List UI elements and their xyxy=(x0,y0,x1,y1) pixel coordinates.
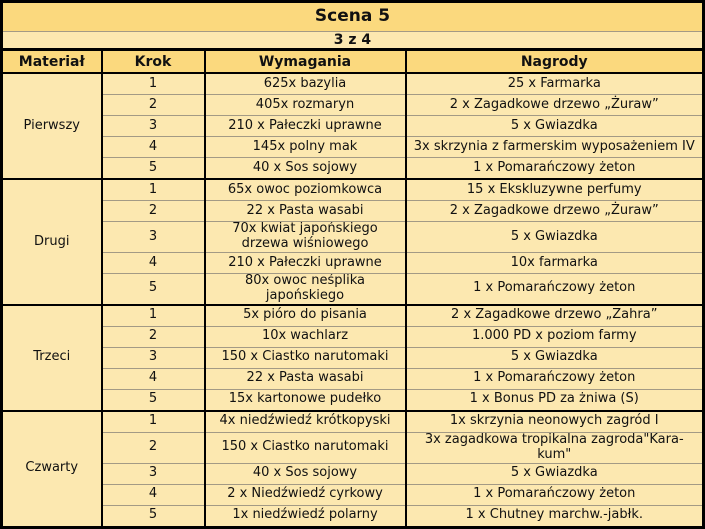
column-header-row xyxy=(2,50,704,74)
step-number: 4 xyxy=(102,484,205,505)
requirement-cell: 2 x Niedźwiedź cyrkowy xyxy=(205,484,406,505)
reward-cell: 1 x Chutney marchw.-jabłk. xyxy=(406,505,704,527)
step-number: 5 xyxy=(102,273,205,304)
step-number: 3 xyxy=(102,347,205,368)
reward-cell: 2 x Zagadkowe drzewo „Zahra” xyxy=(406,305,704,327)
step-number: 5 xyxy=(102,158,205,180)
requirement-cell: 210 x Pałeczki uprawne xyxy=(205,252,406,273)
step-number: 1 xyxy=(102,73,205,95)
table-row xyxy=(2,179,704,201)
reward-cell: 15 x Ekskluzywne perfumy xyxy=(406,179,704,201)
reward-cell: 1x skrzynia neonowych zagród I xyxy=(406,411,704,433)
material-name: Czwarty xyxy=(2,411,102,527)
reward-cell: 5 x Gwiazdka xyxy=(406,347,704,368)
column-header-rewards: Nagrody xyxy=(406,50,704,74)
material-name: Drugi xyxy=(2,179,102,305)
table-row xyxy=(2,95,704,116)
requirement-cell: 10x wachlarz xyxy=(205,326,406,347)
reward-cell: 1 x Pomarańczowy żeton xyxy=(406,158,704,180)
table-row xyxy=(2,273,704,304)
requirement-cell: 5x pióro do pisania xyxy=(205,305,406,327)
table-row xyxy=(2,463,704,484)
step-number: 5 xyxy=(102,505,205,527)
reward-cell: 25 x Farmarka xyxy=(406,73,704,95)
requirement-cell: 210 x Pałeczki uprawne xyxy=(205,116,406,137)
step-number: 4 xyxy=(102,252,205,273)
requirement-cell: 80x owoc neśplika japońskiego xyxy=(205,273,406,304)
table-row xyxy=(2,222,704,253)
group-drugi xyxy=(2,179,704,305)
column-header-requirements: Wymagania xyxy=(205,50,406,74)
requirement-cell: 625x bazylia xyxy=(205,73,406,95)
step-number: 3 xyxy=(102,116,205,137)
requirement-cell: 70x kwiat japońskiego drzewa wiśniowego xyxy=(205,222,406,253)
table-row xyxy=(2,201,704,222)
reward-cell: 1 x Pomarańczowy żeton xyxy=(406,484,704,505)
table-row xyxy=(2,347,704,368)
material-name: Pierwszy xyxy=(2,73,102,179)
reward-cell: 3x zagadkowa tropikalna zagroda"Kara-kum" xyxy=(406,432,704,463)
reward-cell: 5 x Gwiazdka xyxy=(406,222,704,253)
reward-cell: 10x farmarka xyxy=(406,252,704,273)
material-name: Trzeci xyxy=(2,305,102,411)
group-pierwszy xyxy=(2,73,704,179)
step-number: 3 xyxy=(102,463,205,484)
step-number: 2 xyxy=(102,201,205,222)
reward-cell: 1 x Pomarańczowy żeton xyxy=(406,368,704,389)
step-number: 1 xyxy=(102,411,205,433)
table-subtitle-row xyxy=(2,32,704,50)
table-row xyxy=(2,505,704,527)
reward-cell: 1 x Bonus PD za żniwa (S) xyxy=(406,389,704,411)
requirement-cell: 150 x Ciastko narutomaki xyxy=(205,347,406,368)
step-number: 2 xyxy=(102,432,205,463)
table-row xyxy=(2,116,704,137)
step-number: 4 xyxy=(102,137,205,158)
reward-cell: 5 x Gwiazdka xyxy=(406,463,704,484)
column-header-step: Krok xyxy=(102,50,205,74)
table-row xyxy=(2,432,704,463)
table-row xyxy=(2,411,704,433)
step-number: 5 xyxy=(102,389,205,411)
page-subtitle: 3 z 4 xyxy=(2,32,704,50)
requirement-cell: 405x rozmaryn xyxy=(205,95,406,116)
step-number: 1 xyxy=(102,179,205,201)
table-row xyxy=(2,252,704,273)
reward-cell: 2 x Zagadkowe drzewo „Żuraw” xyxy=(406,95,704,116)
column-header-material: Materiał xyxy=(2,50,102,74)
group-trzeci xyxy=(2,305,704,411)
page-title: Scena 5 xyxy=(2,2,704,32)
step-number: 2 xyxy=(102,95,205,116)
table-row xyxy=(2,73,704,95)
reward-cell: 3x skrzynia z farmerskim wyposażeniem IV xyxy=(406,137,704,158)
table-row xyxy=(2,484,704,505)
requirement-cell: 145x polny mak xyxy=(205,137,406,158)
reward-cell: 1 x Pomarańczowy żeton xyxy=(406,273,704,304)
table-row xyxy=(2,326,704,347)
table-row xyxy=(2,158,704,180)
step-number: 1 xyxy=(102,305,205,327)
reward-cell: 5 x Gwiazdka xyxy=(406,116,704,137)
step-number: 3 xyxy=(102,222,205,253)
reward-cell: 1.000 PD x poziom farmy xyxy=(406,326,704,347)
requirement-cell: 40 x Sos sojowy xyxy=(205,463,406,484)
table-row xyxy=(2,389,704,411)
reward-cell: 2 x Zagadkowe drzewo „Żuraw” xyxy=(406,201,704,222)
table-row xyxy=(2,137,704,158)
requirement-cell: 4x niedźwiedź krótkopyski xyxy=(205,411,406,433)
requirement-cell: 65x owoc poziomkowca xyxy=(205,179,406,201)
group-czwarty xyxy=(2,411,704,527)
step-number: 4 xyxy=(102,368,205,389)
table-title-row xyxy=(2,2,704,32)
step-number: 2 xyxy=(102,326,205,347)
table-row xyxy=(2,305,704,327)
requirement-cell: 40 x Sos sojowy xyxy=(205,158,406,180)
requirement-cell: 1x niedźwiedź polarny xyxy=(205,505,406,527)
table-row xyxy=(2,368,704,389)
requirement-cell: 150 x Ciastko narutomaki xyxy=(205,432,406,463)
requirement-cell: 15x kartonowe pudełko xyxy=(205,389,406,411)
requirement-cell: 22 x Pasta wasabi xyxy=(205,201,406,222)
requirement-cell: 22 x Pasta wasabi xyxy=(205,368,406,389)
